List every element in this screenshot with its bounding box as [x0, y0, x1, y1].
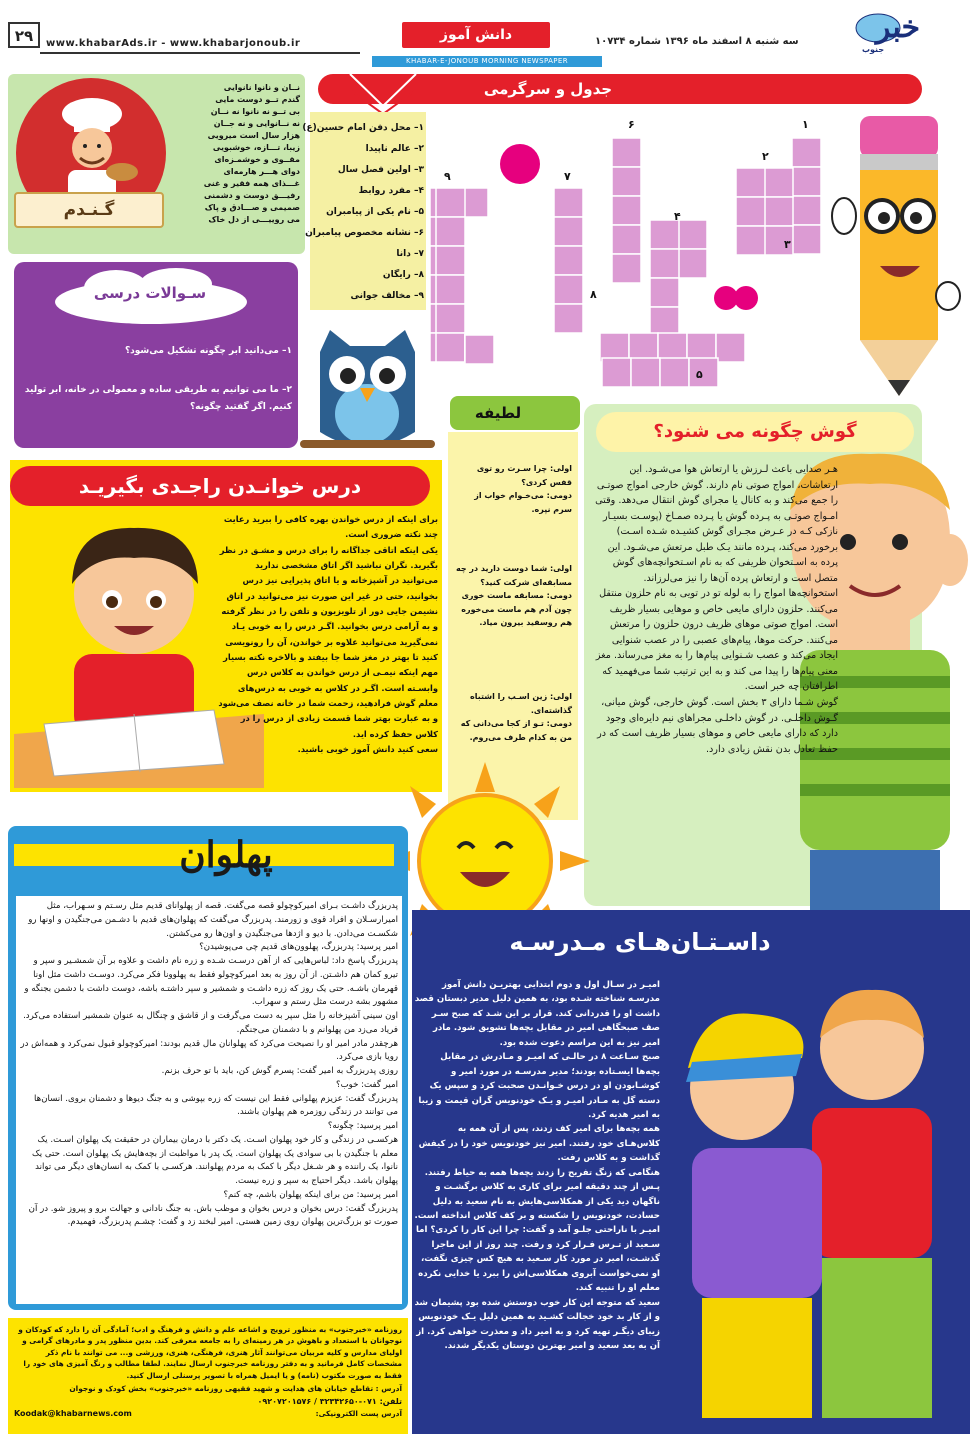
crossword-cell[interactable] — [650, 220, 679, 249]
logo-subtitle: جنوب — [862, 45, 885, 54]
crossword-cell[interactable] — [612, 196, 641, 225]
footer-email-label: آدرس پست الکترونیکی: — [315, 1409, 402, 1418]
crossword-cell[interactable] — [554, 304, 583, 333]
owl-icon — [300, 322, 435, 454]
header-rule — [40, 52, 360, 54]
clue-2: ۲– عالم ناپیدا — [365, 144, 424, 154]
crossword-cell[interactable] — [689, 358, 718, 387]
hero-story-text: پدربزرگ داشـت بـرای امیرکوچولو قصه می‌گفت. قصه از پهلوانای قدیم مثل رسـتم و سـهراب، مثل امیرارسـلان و افراد قوی و زورمند. پدربزرگ می‌گفت که پهلوان‌های قدیم با دشـمن می‌جنگیدن و اونها رو شکسـت می‌دادن. با دیو و اژدها می‌جنگیدن و اون‌ها رو می‌کشتن. امیر پرسید: پدربزرگ، پهلوون‌های قدیم چی می‌پوشیدن؟ پدربزرگ پاسخ داد: لباس‌هایی که از آهن درسـت شـده و زره نام داشت و علاوه بر آن شمشـیر و سپر و تیرو کمان هم داشـتن. از آن روز به بعد امیرکوچولو فقط به پهلوونا فکر می‌کرد. دوسـت داشت مثل اونا قهرمان باشـه. حتی یک روز که زره داشـت و شمشیر و سپر داشتـه باشه، دوست داشت با دشمن بجنگه و مشهور بشه درست مثل رستم و سهراب. اون سینی آشپزخانه را مثل سپر به دست می‌گرفت و از قاشق و چنگال به عنوان شمشیر استفاده می‌کرد. فریاد می‌زد من پهلوانم و با دشمنان می‌جنگم. هرچقدر مادر امیر او را نصیحت می‌کرد که پهلوانان مال قدیم بودند: امیرکوچولو قبول نمی‌کرد و همه‌اش در رویا بازی می‌کرد. روزی پدربزرگ به امیر گفت: پسرم گوش کن، باید با تو حرف بزنم. امیر گفت: خوب؟ پدربزرگ گفت: عزیزم پهلوانی فقط این نیست که زره بپوشی و به جنگ دیوها و دشمنان بروی. انسان‌ها می توانند در زندگی روزمره هم پهلوان باشند. امیر پرسید: چگونه؟ هرکسـی در زندگی و کار خود پهلوان اسـت. یک دکتر با درمان بیماران در حقیقت یک پهلوان اسـت. یک معلم با جنگیدن با بی سوادی یک پهلوان است. یک پدر با مواظبت از بچه‌هایش یک پهلوان است. حتی یک نانوا، یک راننده و هر شـغل دیگر با کمک به مردم پهلوانند. هرکسـی با کمک به انسان‌های دیگر می تواند پهلوان باشد. دیگر احتیاج به سپر و زره نیست. امیر پرسید: من برای اینکه پهلوان باشم، چه کنم؟ پدربزرگ گفت: درس بخوان و درس بخوان و موظب باش. به جنگ نادانی و جهالت برو و پیروز شو. در آن صورت تو بزرگ‌ترین پهلوان روی زمین هستی. امیر لبخند زد و گفت: چشـم پدربزرگ، فهمیدم. — [20, 901, 398, 1228]
hero-story-title: پهلوان — [179, 834, 273, 876]
crossword-cell[interactable] — [678, 220, 707, 249]
crossword-cell[interactable] — [554, 246, 583, 275]
clue-9: ۹– مخالف جوانی — [350, 291, 424, 301]
poem-line: زیبا، تـــازه، خوشبویی — [212, 143, 300, 152]
crossword-title: جدول و سرگرمی — [483, 80, 613, 98]
crossword-cell[interactable] — [792, 196, 821, 225]
crossword-cell[interactable] — [436, 246, 465, 275]
clue-4: ۴– مفرد روابط — [358, 186, 424, 196]
crossword-cell[interactable] — [612, 225, 641, 254]
clue-1: ۱– محل دفن امام حسین(ع) — [302, 123, 424, 133]
footer-phone: تلفن: ۰۷۱-۳۲۳۴۲۶۵۰ / ۰۹۲۰۷۲۰۱۵۷۶ — [257, 1397, 402, 1406]
poem-line: نه نــانوایی و نه جــان — [213, 119, 300, 128]
poem-line: می روییـــی از دل خاک — [208, 215, 300, 224]
poem-line: بی تــو نه نانوا نه نــان — [210, 107, 300, 116]
footer-notice: روزنامه «خبرجنوب» به منظور ترویج و اشاعه علم و دانش و فرهنگ و ادب؛ آمادگی آن را دارد که کودکان و نوجوانان با استعداد و باهوش در هر زمینه‌ای را به جامعه معرفی کند. بدین منظور پدر و مادرهای گرامی و اولیای مدارس و کلیه مربیان می‌توانند آثار هنری، فرهنگی، هنری، ورزشی و... می توانند با نام ذکر مشخصات کامل فرمانید و به دفتر روزنامه خبرجنوب ارسال نمایند. لطفا مطالب و رنگ آمیزی های خود را فقط به صورت مکتوب (نامه) و یا ایمیل همراه با تصویر پرسنلی ارسال کنید. — [18, 1325, 402, 1380]
crossword-cell[interactable] — [436, 304, 465, 333]
poem-line: دوای هـــر هارمه‌ای — [223, 167, 300, 176]
crossword-cell[interactable] — [792, 138, 821, 167]
poem-line: رفیـــق دوست و دشمنی — [204, 191, 300, 200]
crossword-cell[interactable] — [554, 188, 583, 217]
joke-2: اولی: شما دوست دارید در چه مسابقه‌ای شرکت کنید؟ دومی: مسابقه ماست خوری چون آدم هم ماست می‌خوره هم روسفید بیرون میاد. — [456, 564, 572, 628]
joke-title: لطیفه — [474, 404, 522, 422]
crossword-cell[interactable] — [465, 335, 494, 364]
crossword-cell[interactable] — [764, 168, 793, 197]
ear-article-text: هـر صدایی باعث لـرزش یا ارتعاش هوا می‌شـود. این ارتعاشات، امواج صوتی نام دارند. گوش خارجی امواج صوتـی را جمع می‌کند و به کانال یا مجرای گوش انتقال می‌دهد. وقتی امـواج صوتـی به پـرده گوش یا پـرده صمـاخ (پوسـت بسیـار نازکی کـه در عـرض مجـرای گوش کشیـده شـده اسـت) برخورد می‌کند، پـرده مانند یـک طبل مرتعش می‌شـود. این پرده به اسـتخوان ظریفی که به نام اسـتخوانچه‌های گوش متصل است و ارتعاش پرده آن‌ها را نیز می‌لرزاند. استخوانچه‌ها امواج را به لوله تو در تویی به نام حلزون منتقل می‌کنند. حلزون دارای مایعی خاص و موهایی بسیار ظریف است. امواج صوتی موهای ظریف درون حلزون را مرتعش می‌کنند. حرکت موها، پیام‌های عصبی را در عصب شنوایی ایجاد می‌کند و عصب شـنوایی پیام‌ها را به مغز می‌رساند. مغز معنی پیام‌ها را پیدا می کند و به این ترتیب شما می‌فهمید که اطرافتان چه خبر است. گوش شـما دارای ۳ بخش است. گوش خارجی، گوش میانی، گـوش داخلـی. در گوش داخلـی مجراهای نیم دایره‌ای وجود دارد که دارای مایعی خاص و موهای بسیار ظریف است که در حفظ تعادل بدن نقش زیادی دارد. — [595, 464, 838, 755]
school-stories-title: داسـتـان‌هـای مـدرسـه — [509, 928, 771, 956]
crossword-cell[interactable] — [736, 226, 765, 255]
clue-7: ۷– دانا — [396, 249, 424, 259]
crossword-number: ۱ — [802, 118, 809, 131]
crossword-cell[interactable] — [631, 358, 660, 387]
english-name-strip: KHABAR-E-JONOUB MORNING NEWSPAPER — [372, 56, 602, 67]
crossword-cell[interactable] — [716, 333, 745, 362]
poem-line: صمیمی و صـــادق و پاک — [204, 203, 300, 212]
crossword-grid[interactable] — [430, 108, 825, 398]
website-links[interactable]: www.khabarAds.ir - www.khabarjonoub.ir — [46, 38, 301, 49]
school-story-text: امیـر در سـال اول و دوم ابتدایی بهتریـن دانش آموز مدرسـه شناخته شـده بود، به همین دلیل مدیر دبستان قصد داشت او را قدردانی کند. قرار بر این شـد که صبح سـر صف صبحگاهی امیر در مقابل بچه‌ها تشویق شود. مادر امیر نیز به این مراسم دعوت شده بود. صبح سـاعت ۸ در حالـی که امیـر و مـادرش در مقابل بچه‌ها ایسـتاده بودند؛ مدیر مدرسـه در مورد امیر و کوشـابودن او در درس خـوانـدن صحبت کرد و سپس یک دسته گل به مـادر امیـر و یـک خودنویس گران قیمت و زیبا به امیر هدیه کرد. همه بچه‌ها برای امیر کف زدند، پس از آن همه به کلاس‌هـای خود رفتند. امیر نیز خودنویس خود را در کیفش گذاشت و به کلاس رفت. هنگامی که زنگ تفریح را زدند بچه‌ها همه به حیاط رفتند. پـس از چند دقیقه امیر برای کاری به کلاس برگشـت و ناگهان دید یکی از همکلاسی‌هایش به نام سعید به دلیل حسادت، خودنویس را شکسته و بر کف کلاس انداخته است. امیـر با ناراحتی جلـو آمد و گفت: چرا این کار را کردی؟ اما سـعید از تـرس فـرار کرد و رفت. چند روز از این ماجرا گذشـت، امیر در مورد کار سـعید به هیچ کس چیزی نگفت، او نمی‌خواست آبروی همکلاسی‌اش را ببرد یا خدایی نکرده معلم او را تنبیه کند. سعید که متوجه این کار خوب دوستش شده بود پشیمان شد و از کار بد خود خجالت کشـید به همین دلیل یـک خودنویس زیبای دیگـر تهیه کرد و به امیر داد و معذرت خواهی کرد. از آن به بعد سعید و امیر بهترین دوستان یکدیگر شدند. — [414, 980, 660, 1351]
crossword-cell[interactable] — [554, 275, 583, 304]
poem-line: هزار سال است میرویی — [207, 131, 300, 140]
ear-article-title: گوش چگونه می شنود؟ — [653, 421, 857, 442]
crossword-number: ۳ — [784, 238, 791, 251]
decorative-dot — [734, 286, 758, 310]
crossword-cell[interactable] — [436, 333, 465, 362]
crossword-cell[interactable] — [612, 254, 641, 283]
crossword-number: ۷ — [564, 170, 571, 183]
footer-email[interactable]: Koodak@khabarnews.com — [14, 1409, 132, 1418]
poem-line: نــان و نانوا نانوایی — [223, 83, 300, 92]
crossword-cell[interactable] — [602, 358, 631, 387]
joke-1: اولی: چرا سـرت رو توی قفس کردی؟ دومی: می‌خـوام خواب از سرم نپره. — [474, 464, 572, 514]
crossword-clues — [302, 118, 424, 307]
crossword-cell[interactable] — [612, 138, 641, 167]
crossword-cell[interactable] — [554, 217, 583, 246]
poem-line: غـــذای همه فقیر و غنی — [203, 179, 300, 188]
decorative-dot — [500, 144, 540, 184]
crossword-cell[interactable] — [792, 225, 821, 254]
clue-6: ۶– نشانه مخصوص پیامبران — [305, 228, 424, 238]
crossword-number: ۹ — [444, 170, 451, 183]
crossword-cell[interactable] — [612, 167, 641, 196]
study-article-text: برای اینکه از درس خواندن بهره کافی را ببرید رعایت چند نکته ضروری است. یکی اینکه اتاقی جداگانه را برای درس و مشـق در نظر بگیرید. نگران نباشید اگر اتاق مشخصی ندارید می‌توانید در آشپزخانه و یا اتاق پذیرایی نیز درس بخوانید، حتی در غیر این صورت نیز می‌توانید در اتاق نشیمن جایی دور از تلویزیون و تلفن را در نظر گرفته و به آرامی درس بخوانید. اگـر درس را به خوبی یـاد نمی‌گیرید می‌توانید علاوه بر خواندن، آن را رونویسی کنید تا بهتر در مغز شما جا بیفتد و بالاخره نکته بسیار مهم اینکه نیمـی از درس خواندن به کلاس درس وابسـته است. اگـر در کلاس به خوبی به درس‌های معلم گوش فرادهید، زحمت شما در خانه نصف می‌شود و به عبارت بهتر شما قسمت زیادی از درس را در کلاس حفظ کرده اید. سعی کنید دانش آموز خوبی باشید. — [218, 514, 438, 755]
crossword-number: ۸ — [590, 288, 597, 301]
lesson-question-1: ۱– می‌دانید ابر چگونه تشکیل می‌شود؟ — [124, 346, 292, 356]
crossword-cell[interactable] — [792, 167, 821, 196]
crossword-cell[interactable] — [650, 278, 679, 307]
crossword-cell[interactable] — [436, 217, 465, 246]
wheat-title-banner: گـنـدم — [14, 192, 164, 228]
crossword-cell[interactable] — [764, 197, 793, 226]
lessons-title: سـوالات درسی — [93, 284, 207, 302]
study-article-title: درس خوانـدن راجـدی بگیریـد — [78, 474, 362, 498]
logo-text: خبر — [875, 10, 921, 45]
joke-3: اولی: زین اسـب را اشتباه گذاشته‌ای. دومی: تـو از کجا می‌دانی که من به کدام طرف می‌روم. — [460, 692, 572, 742]
lesson-question-2: ۲– ما می توانیم به طریقی ساده و معمولی در خانه، ابر تولید کنیم. اگر گفتید چگونه؟ — [24, 385, 292, 413]
crossword-cell[interactable] — [650, 307, 679, 336]
crossword-cell[interactable] — [678, 249, 707, 278]
pencil-mascot-icon — [830, 96, 968, 406]
crossword-cell[interactable] — [436, 188, 465, 217]
crossword-cell[interactable] — [650, 249, 679, 278]
crossword-number: ۴ — [674, 210, 681, 223]
date-issue-line: سه شنبه ۸ اسفند ماه ۱۳۹۶ شماره ۱۰۷۳۴ — [595, 36, 799, 47]
crossword-cell[interactable] — [736, 197, 765, 226]
section-label: دانش آموز — [402, 22, 550, 48]
wheat-poem — [172, 82, 300, 226]
clue-3: ۳– اولین فصل سال — [337, 165, 424, 175]
crossword-cell[interactable] — [660, 358, 689, 387]
poem-line: مقــوی و خوشمـزه‌ای — [214, 155, 300, 164]
crossword-number: ۲ — [762, 150, 769, 163]
crossword-cell[interactable] — [736, 168, 765, 197]
crossword-cell[interactable] — [436, 275, 465, 304]
page-number: ۲۹ — [8, 22, 40, 48]
clue-5: ۵– نام یکی از پیامبران — [326, 207, 424, 217]
footer-address: آدرس : تقاطع خیابان های هدایت و شهید فقیهی روزنامه «خبرجنوب» بخش کودک و نوجوان — [69, 1384, 402, 1393]
poem-line: گندم تــو دوست مایی — [215, 95, 300, 104]
crossword-number: ۶ — [628, 118, 635, 131]
clue-8: ۸– رایگان — [382, 270, 424, 280]
two-boys-icon — [662, 958, 968, 1434]
crossword-number: ۵ — [696, 368, 703, 381]
